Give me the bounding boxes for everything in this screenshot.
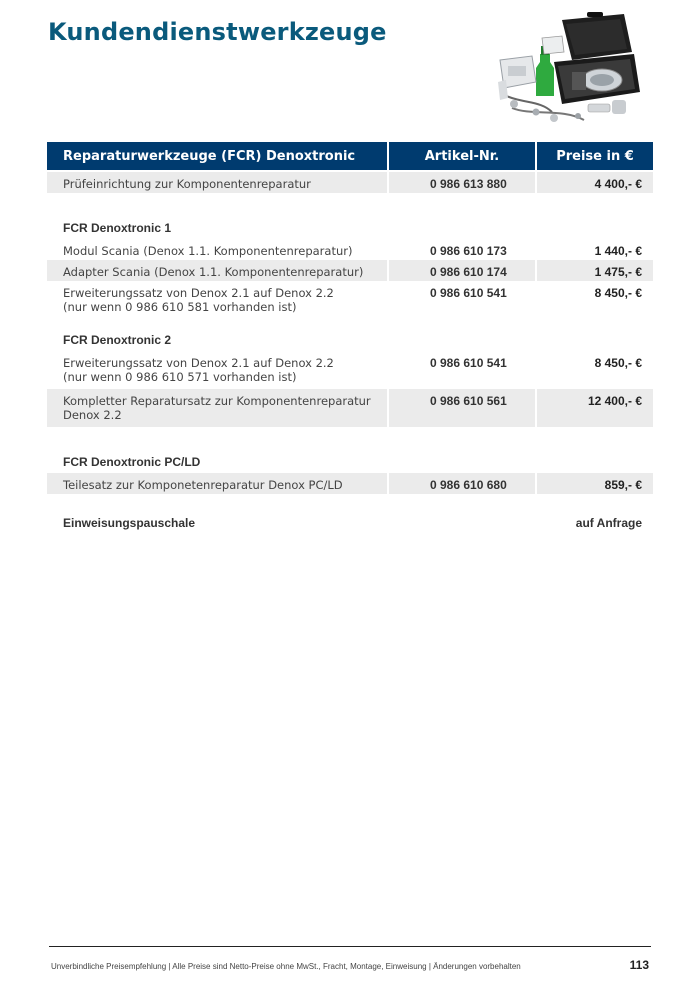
row-description: Adapter Scania (Denox 1.1. Komponentenreparatur) bbox=[47, 260, 387, 281]
row-price: 4 400,- € bbox=[537, 172, 653, 193]
table-row bbox=[47, 473, 653, 494]
header-article: Artikel-Nr. bbox=[389, 142, 535, 170]
table-row bbox=[47, 389, 653, 427]
page-number: 113 bbox=[629, 958, 649, 972]
row-description bbox=[47, 389, 387, 427]
header-price: Preise in € bbox=[537, 142, 653, 170]
table-row bbox=[47, 351, 653, 389]
row-price: 8 450,- € bbox=[594, 356, 642, 370]
row-description bbox=[47, 351, 387, 389]
row-article-number: 0 986 610 174 bbox=[389, 260, 535, 281]
row-description: Prüfeinrichtung zur Komponentenreparatur bbox=[47, 172, 387, 193]
footer-disclaimer: Unverbindliche Preisempfehlung | Alle Preise sind Netto-Preise ohne MwSt., Fracht, Montage, Einweisung | Änderungen vorbehalten bbox=[51, 962, 521, 971]
row-article-number: 0 986 613 880 bbox=[389, 172, 535, 193]
row-description-line: Denox 2.2 bbox=[63, 408, 122, 422]
row-description: Teilesatz zur Komponetenreparatur Denox PC/LD bbox=[47, 473, 387, 494]
section-title: FCR Denoxtronic PC/LD bbox=[63, 455, 201, 469]
row-description-line: Erweiterungssatz von Denox 2.1 auf Denox 2.2 bbox=[63, 286, 334, 300]
table-row bbox=[47, 281, 653, 319]
summary-row bbox=[47, 516, 653, 530]
row-description bbox=[47, 281, 387, 319]
row-description-line: (nur wenn 0 986 610 571 vorhanden ist) bbox=[63, 370, 297, 384]
tool-kit-image bbox=[492, 12, 642, 130]
page-title: Kundendienstwerkzeuge bbox=[48, 18, 387, 46]
row-description-line: Erweiterungssatz von Denox 2.1 auf Denox 2.2 bbox=[63, 356, 334, 370]
table-header bbox=[47, 142, 653, 170]
header-description: Reparaturwerkzeuge (FCR) Denoxtronic bbox=[47, 142, 387, 170]
summary-label: Einweisungspauschale bbox=[63, 516, 196, 530]
price-table bbox=[47, 142, 653, 530]
row-description-line: Kompletter Reparatursatz zur Komponentenreparatur bbox=[63, 394, 371, 408]
row-article-number: 0 986 610 173 bbox=[430, 244, 507, 258]
table-row bbox=[47, 239, 653, 260]
summary-value: auf Anfrage bbox=[575, 516, 642, 530]
row-description-line: (nur wenn 0 986 610 581 vorhanden ist) bbox=[63, 300, 297, 314]
row-article-number: 0 986 610 561 bbox=[389, 389, 535, 427]
table-row bbox=[47, 260, 653, 281]
row-price: 12 400,- € bbox=[537, 389, 653, 427]
row-price: 1 475,- € bbox=[537, 260, 653, 281]
table-row bbox=[47, 172, 653, 193]
section-title: FCR Denoxtronic 2 bbox=[63, 333, 172, 347]
row-article-number: 0 986 610 541 bbox=[430, 356, 507, 370]
section-title: FCR Denoxtronic 1 bbox=[63, 221, 172, 235]
row-article-number: 0 986 610 541 bbox=[430, 286, 507, 300]
row-article-number: 0 986 610 680 bbox=[389, 473, 535, 494]
row-price: 859,- € bbox=[537, 473, 653, 494]
row-price: 8 450,- € bbox=[594, 286, 642, 300]
footer-divider bbox=[49, 946, 651, 947]
row-description: Modul Scania (Denox 1.1. Komponentenreparatur) bbox=[63, 244, 353, 258]
row-price: 1 440,- € bbox=[594, 244, 642, 258]
